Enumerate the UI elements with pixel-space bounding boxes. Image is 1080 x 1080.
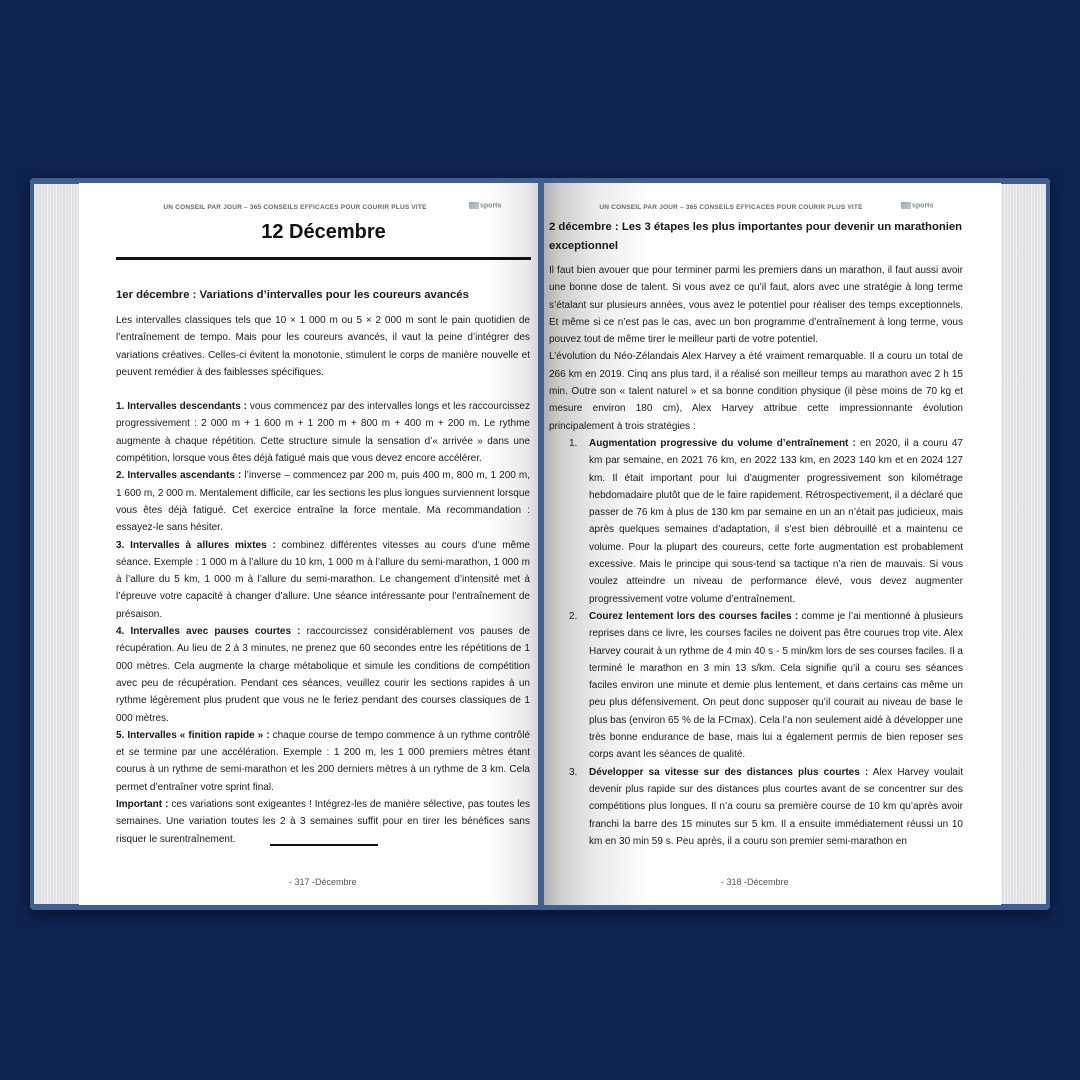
right-page: [541, 183, 1001, 905]
list-item: 1. Augmentation progressive du volume d’entraînement : en 2020, il a couru 47 km par semaine, en 2021 76 km, en 2022 133 km, en 2023 140 km et en 2024 127 km. Il était important pour lui d’augmenter progressivement son kilométrage hebdomadaire plutôt que de le faire rapidement. Rétrospectivement, il a déclaré que passer de 76 km à plus de 130 km par semaine en un an n’était pas judicieux, mais après quelques semaines d’adaptation, il s’est bien débrouillé et a maintenu ce volume. Pour la plupart des coureurs, cette forte augmentation est probablement excessive. Mais le principe qui sous-tend sa tactique n’a rien de mauvais. Si vous voulez atteindre un niveau de performance élevé, vous devez augmenter progressivement votre volume d’entraînement.: [569, 437, 963, 605]
running-header: UN CONSEIL PAR JOUR – 365 CONSEILS EFFICACES POUR COURIR PLUS VITE: [163, 204, 427, 211]
chapter-title: 12 Décembre: [261, 221, 386, 243]
left-body: [116, 287, 530, 848]
paragraph: Il faut bien avouer que pour terminer parmi les premiers dans un marathon, il faut aussi avoir une bonne dose de talent. Si vous avez ce qu’il faut, alors avec une stratégie à long terme s’étalant sur plusieurs années, vous avez le potentiel pour réaliser des temps exceptionnels. Et même si ce n’est pas le cas, avec un bon programme d’entraînement à long terme, vous pouvez tout de même tirer le meilleur parti de votre potentiel.: [549, 265, 963, 346]
publisher-logo: [469, 202, 501, 209]
logo-icon: [901, 202, 911, 209]
intro-paragraph: Les intervalles classiques tels que 10 × 1 000 m ou 5 × 2 000 m sont le pain quotidien de l’entraînement de tempo. Mais pour les coureurs avancés, il vaut la peine d’intégrer des variations créatives. Celles-ci évitent la monotonie, stimulent le corps de manière nouvelle et peuvent remédier à des faiblesses spécifiques.: [116, 315, 530, 378]
page-number: - 318 -Décembre: [721, 877, 789, 887]
paragraph-item: 3. Intervalles à allures mixtes : combinez différentes vitesses au cours d’une même séance. Exemple : 1 000 m à l’allure du 10 km, 1 000 m à l’allure du semi-marathon, 1 000 m à l’allure du 5 km, 1 000 m à l’allure du semi-marathon. Le changement d’intensité met à l’épreuve votre capacité à changer d’allure. Une séance intéressante pour l’entraînement de présaison.: [116, 539, 530, 620]
publisher-logo: [901, 202, 933, 209]
paragraph-item: 1. Intervalles descendants : vous commencez par des intervalles longs et les raccourcissez progressivement : 2 000 m + 1 600 m + 1 200 m + 800 m + 400 m + 200 m. Le rythme augmente à chaque répétition. Cette structure simule la sensation d’« arrivée » dans une compétition, lorsque vous êtes déjà fatigué mais que vous devez encore accélérer.: [116, 401, 530, 465]
list-item: 3. Développer sa vitesse sur des distances plus courtes : Alex Harvey voulait devenir plus rapide sur des distances plus courtes avant de se concentrer sur des compétitions plus longues. Il n’a couru sa première course de 10 km qu’après avoir franchi la barre des 15 minutes sur 5 km. Il a ensuite immédiatement réussi un 10 km en 30 min 59 s. Peu après, il a couru son premier semi-marathon en: [569, 766, 963, 847]
end-divider: [270, 844, 378, 846]
section-title: 1er décembre : Variations d’intervalles pour les coureurs avancés: [116, 289, 469, 301]
logo-text: sports: [480, 202, 502, 210]
left-page: [79, 183, 541, 905]
paragraph: L’évolution du Néo-Zélandais Alex Harvey a été vraiment remarquable. Il a couru un total de 266 km en 2019. Cinq ans plus tard, il a réalisé son meilleur temps au marathon avec 2 h 15 min. Outre son « talent naturel » et sa bonne condition physique (il pèse moins de 70 kg et mesure environ 180 cm), Alex Harvey attribue cette impressionnante évolution principalement à trois stratégies :: [549, 351, 963, 432]
page-number: - 317 -Décembre: [289, 877, 357, 887]
steps-list: [549, 435, 963, 850]
paragraph-item: 2. Intervalles ascendants : l’inverse – commencez par 200 m, puis 400 m, 800 m, 1 200 m, 1 600 m, 2 000 m. Mentalement difficile, car les sections les plus longues surviennent lorsque vous êtes déjà fatigué. Cet exercice entraîne la force mentale. Ma recommandation : essayez-le sans hésiter.: [116, 470, 530, 534]
book-spine: [538, 180, 544, 908]
logo-text: sports: [912, 202, 934, 210]
running-header: UN CONSEIL PAR JOUR – 365 CONSEILS EFFICACES POUR COURIR PLUS VITE: [599, 204, 863, 211]
list-item: 2. Courez lentement lors des courses faciles : comme je l’ai mentionné à plusieurs reprises dans ce livre, les courses faciles ne doivent pas être courues trop vite. Alex Harvey courait à un rythme de 4 min 40 s - 5 min/km lors de ses courses faciles. Il a terminé le marathon en 3 min 13 s/km. Cela signifie qu’il a couru ses séances faciles environ une minute et demie plus lentement, et dans certains cas même un peu plus défensivement. On peut donc supposer qu’il courait au niveau de base le plus bas (environ 65 % de la FCmax). Cela l’a non seulement aidé à développer une très bonne endurance de base, mais lui a également permis de bien reposer ses corps avant les séances de qualité.: [569, 610, 963, 761]
paragraph-item: Important : ces variations sont exigeantes ! Intégrez-les de manière sélective, pas toutes les semaines. Une variation toutes les 2 à 3 semaines suffit pour en tirer les bénéfices sans risquer le surentraînement.: [116, 799, 531, 845]
logo-icon: [469, 202, 479, 209]
paragraph-item: 5. Intervalles « finition rapide » : chaque course de tempo commence à un rythme contrôlé et se termine par une accélération. Exemple : 1 200 m, les 1 000 premiers mètres étant courus à un rythme de semi-marathon et les 200 derniers mètres à un rythme de 3 km. Cela permet d’entraîner votre sprint final.: [116, 729, 530, 793]
right-body: [549, 218, 963, 850]
page-edges-right: [1000, 184, 1046, 904]
title-divider: [116, 257, 531, 260]
page-edges-left: [34, 184, 80, 904]
paragraph-item: 4. Intervalles avec pauses courtes : raccourcissez considérablement vos pauses de récupération. Au lieu de 2 à 3 minutes, ne prenez que 60 secondes entre les répétitions de 1 000 mètres. Cela augmente la charge métabolique et simule les conditions de compétition avec peu de récupération. Pendant ces séances, veuillez courir les sections rapides à un rythme légèrement plus prudent que vous ne le feriez pendant des courses classiques de 1 000 mètres.: [116, 626, 530, 724]
section-title: 2 décembre : Les 3 étapes les plus importantes pour devenir un marathonien exceptionnel: [549, 221, 963, 252]
